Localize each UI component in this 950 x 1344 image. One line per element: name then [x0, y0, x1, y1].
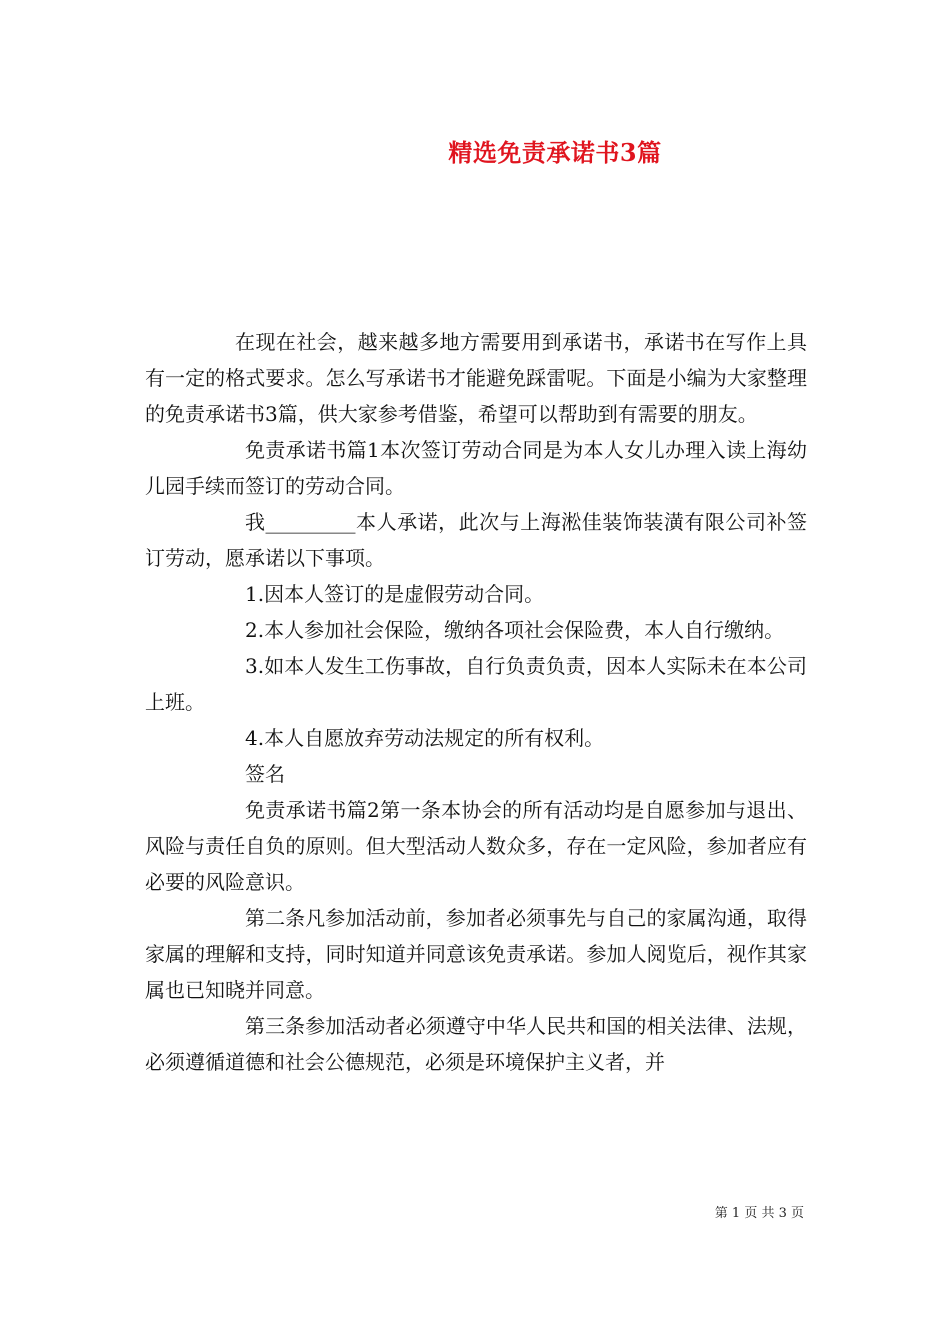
document-body: [145, 324, 807, 1080]
paragraph-pledge: 我_________本人承诺，此次与上海淞佳装饰装潢有限公司补签订劳动，愿承诺以下事项。: [145, 510, 807, 570]
list-item: 1.因本人签订的是虚假劳动合同。: [245, 582, 545, 606]
document-title: 精选免责承诺书3篇: [448, 138, 662, 167]
list-item: 3.如本人发生工伤事故，自行负责负责，因本人实际未在本公司上班。: [145, 654, 807, 714]
page-number: 第 1 页 共 3 页: [714, 1206, 804, 1221]
paragraph-intro: 在现在社会，越来越多地方需要用到承诺书，承诺书在写作上具有一定的格式要求。怎么写承诺书才能避免踩雷呢。下面是小编为大家整理的免责承诺书3篇，供大家参考借鉴，希望可以帮助到有需要的朋友。: [145, 330, 807, 426]
paragraph-section-2: 免责承诺书篇2第一条本协会的所有活动均是自愿参加与退出、风险与责任自负的原则。但大型活动人数众多，存在一定风险，参加者应有必要的风险意识。: [145, 798, 807, 894]
signature-label: 签名: [245, 762, 285, 786]
list-item: 2.本人参加社会保险，缴纳各项社会保险费，本人自行缴纳。: [245, 618, 785, 642]
paragraph-section-1: 免责承诺书篇1本次签订劳动合同是为本人女儿办理入读上海幼儿园手续而签订的劳动合同。: [145, 438, 807, 498]
paragraph-article-3: 第三条参加活动者必须遵守中华人民共和国的相关法律、法规，必须遵循道德和社会公德规范，必须是环境保护主义者，并: [145, 1014, 807, 1074]
list-item: 4.本人自愿放弃劳动法规定的所有权利。: [245, 726, 605, 750]
paragraph-article-2: 第二条凡参加活动前，参加者必须事先与自己的家属沟通，取得家属的理解和支持，同时知道并同意该免责承诺。参加人阅览后，视作其家属也已知晓并同意。: [145, 906, 807, 1002]
